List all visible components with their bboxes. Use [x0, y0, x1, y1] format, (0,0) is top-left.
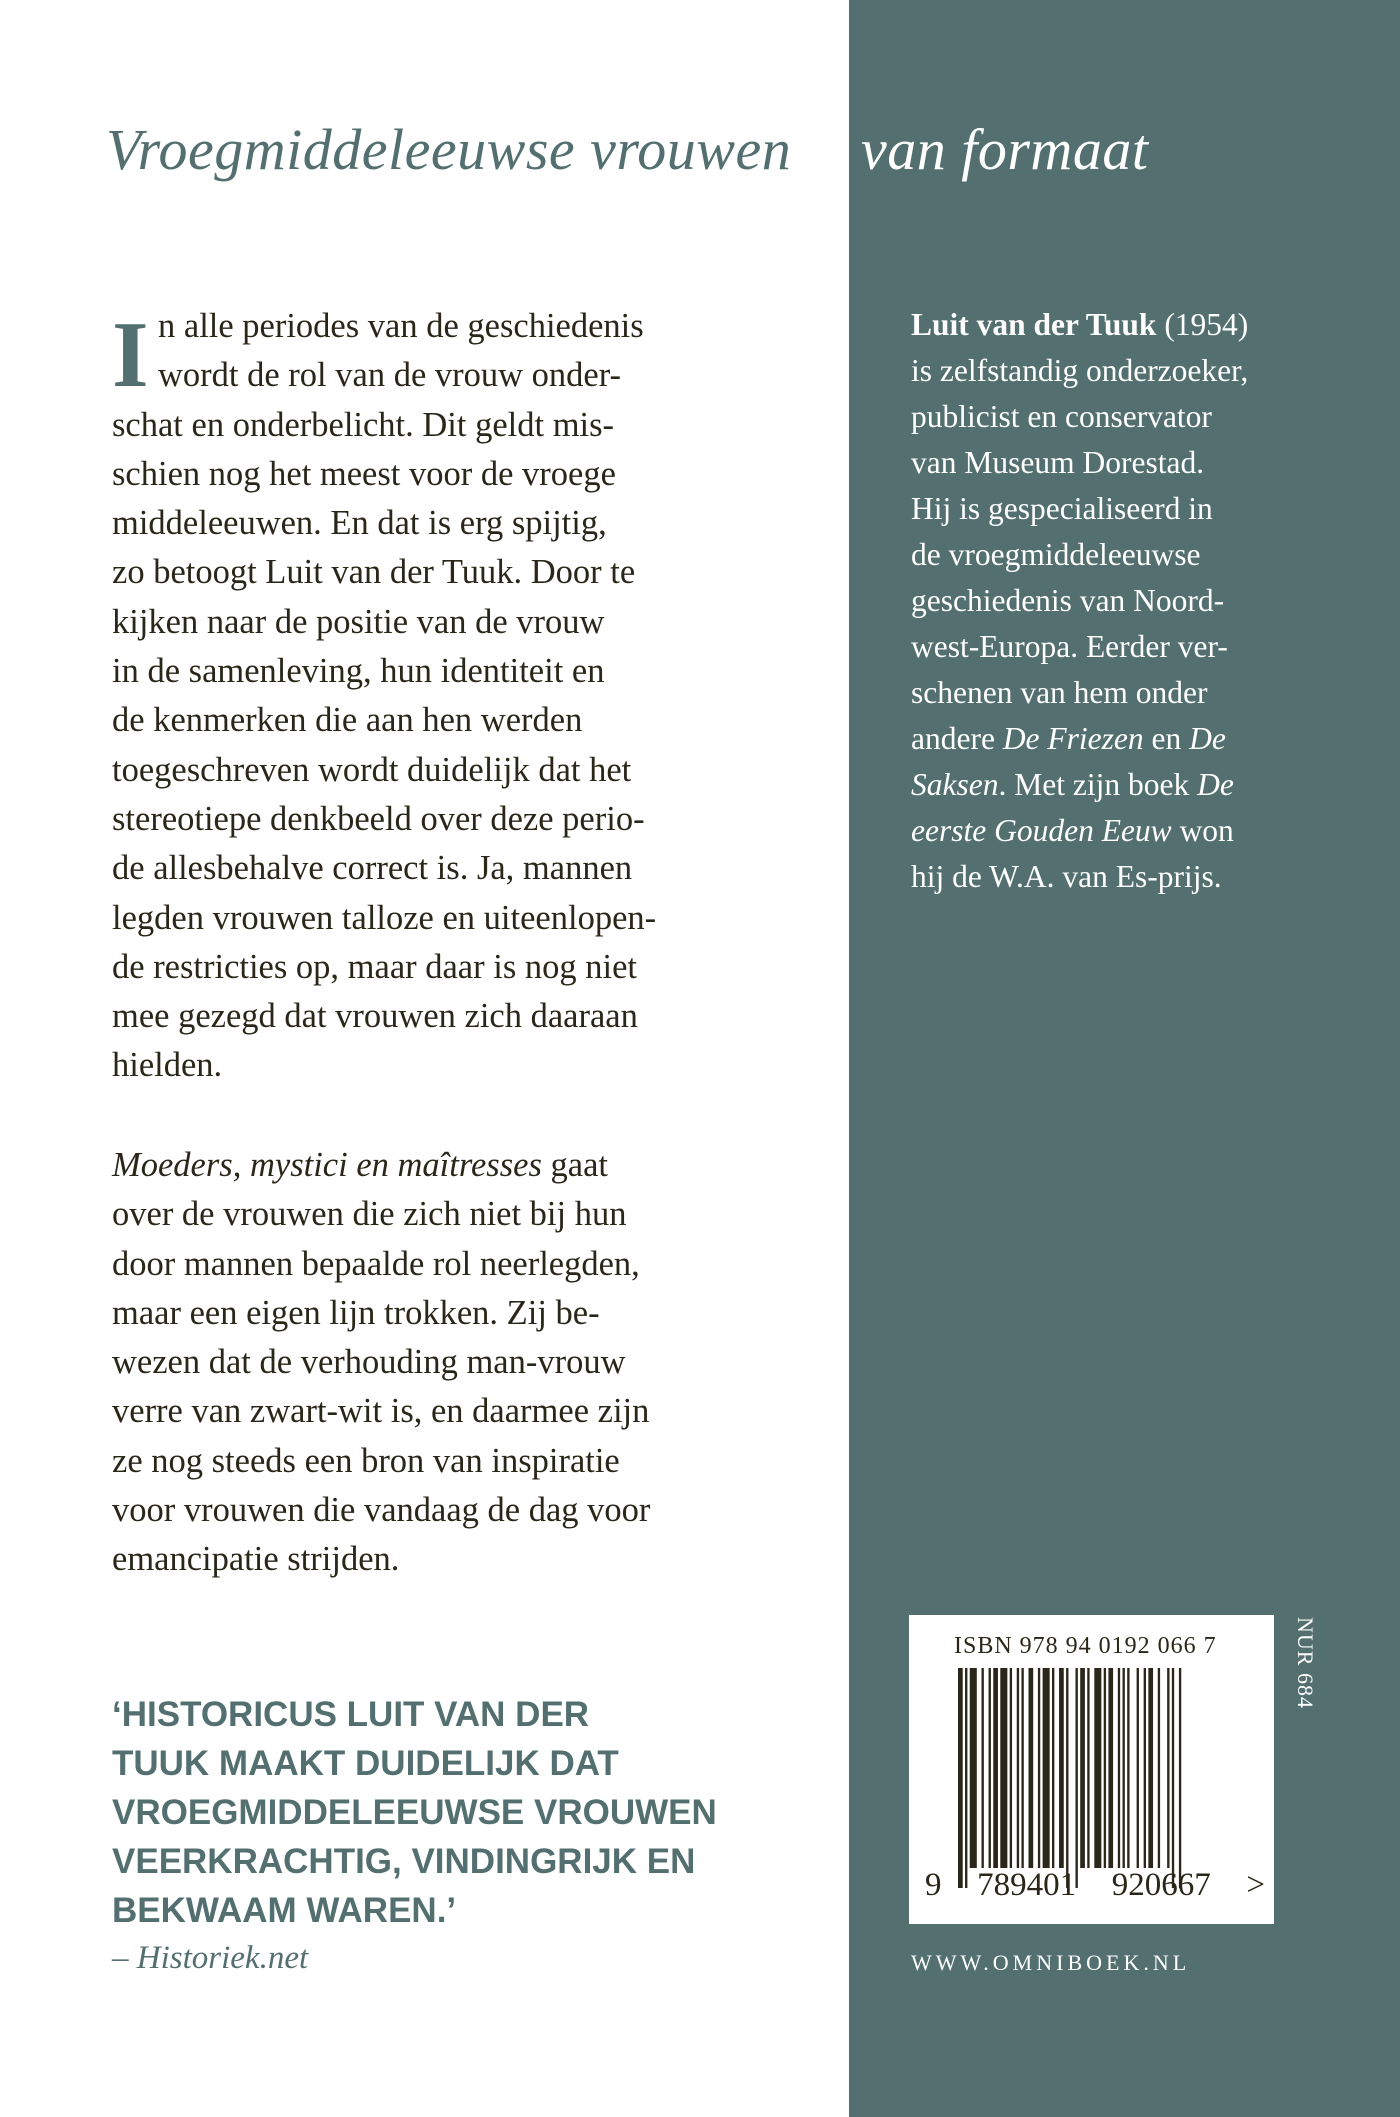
barcode-bar — [1021, 1668, 1023, 1868]
quote-line: BEKWAAM WAREN.’ — [112, 1891, 457, 1930]
blurb-line: de allesbehalve correct is. Ja, mannen — [112, 849, 633, 888]
blurb-line: middeleeuwen. En dat is erg spijtig, — [112, 504, 607, 543]
blurb-paragraph-1 — [112, 302, 656, 1091]
barcode-bar — [1017, 1668, 1019, 1868]
blurb-line: over de vrouwen die zich niet bij hun — [112, 1195, 627, 1234]
blurb-line: in de samenleving, hun identiteit en — [112, 652, 605, 691]
bio-line: hij de W.A. van Es-prijs. — [911, 859, 1222, 894]
blurb-line — [112, 1141, 650, 1190]
bio-line: publicist en conservator — [911, 399, 1212, 434]
barcode-digit: 789401 — [977, 1867, 1077, 1903]
book-title: De — [1197, 767, 1234, 802]
blurb-line: n alle periodes van de geschiedenis — [158, 307, 644, 345]
author-year: (1954) — [1156, 307, 1249, 342]
barcode-digit: > — [1246, 1867, 1265, 1903]
nur-code: NUR 684 — [1293, 1617, 1318, 1709]
barcode-digits — [925, 1867, 1265, 1904]
blurb-line: toegeschreven wordt duidelijk dat het — [112, 750, 632, 789]
bio-text: en — [1143, 721, 1190, 756]
bio-line: geschiedenis van Noord- — [911, 583, 1225, 618]
bio-line: schenen van hem onder — [911, 675, 1208, 710]
blurb-line: de kenmerken die aan hen werden — [112, 701, 583, 740]
bio-line: Hij is gespecialiseerd in — [911, 491, 1213, 526]
barcode-bar — [1137, 1668, 1139, 1868]
bio-line: is zelfstandig onderzoeker, — [911, 353, 1249, 388]
bio-text: . Met zijn boek — [998, 767, 1198, 802]
barcode-bar — [989, 1668, 991, 1868]
barcode-bar — [1066, 1668, 1068, 1888]
barcode-bar — [1123, 1668, 1125, 1868]
author-bio — [911, 302, 1248, 900]
book-title: De — [1189, 721, 1226, 756]
review-quote — [112, 1690, 717, 1935]
barcode-bar — [1076, 1668, 1078, 1888]
barcode-bar — [1029, 1668, 1034, 1868]
barcode-bar — [993, 1668, 998, 1868]
quote-attribution: – Historiek.net — [112, 1940, 309, 1976]
isbn-text: ISBN 978 94 0192 066 7 — [954, 1633, 1217, 1659]
quote-line: ‘HISTORICUS LUIT VAN DER — [112, 1695, 590, 1734]
bio-line: van Museum Dorestad. — [911, 445, 1205, 480]
barcode-bar — [1108, 1668, 1113, 1868]
blurb-line: mee gezegd dat vrouwen zich daaraan — [112, 997, 638, 1036]
blurb-paragraph-2 — [112, 1141, 650, 1585]
drop-cap: I — [112, 303, 149, 407]
bio-line — [911, 808, 1248, 854]
blurb-line: hielden. — [112, 1046, 223, 1085]
cover-title-continued: van formaat — [861, 117, 1149, 182]
book-title: Saksen — [911, 767, 999, 802]
bio-line — [911, 762, 1248, 808]
blurb-line: zo betoogt Luit van der Tuuk. Door te — [112, 553, 636, 592]
blurb-line: emancipatie strijden. — [112, 1540, 400, 1579]
publisher-website[interactable]: WWW.OMNIBOEK.NL — [911, 1950, 1191, 1975]
barcode-bar — [1087, 1668, 1089, 1868]
bio-line: west-Europa. Eerder ver- — [911, 629, 1228, 664]
blurb-line: maar een eigen lijn trokken. Zij be- — [112, 1293, 600, 1332]
barcode-bar — [1094, 1668, 1101, 1868]
book-title: Moeders, mystici en maîtresses — [112, 1146, 542, 1184]
barcode-bar — [1059, 1668, 1064, 1868]
blurb-line: wezen dat de verhouding man-vrouw — [112, 1343, 626, 1382]
barcode-bar — [1172, 1668, 1174, 1888]
quote-line: TUUK MAAKT DUIDELIJK DAT — [112, 1744, 619, 1783]
barcode-bar — [958, 1668, 963, 1888]
blurb-line: schat en onderbelicht. Dit geldt mis- — [112, 405, 615, 444]
barcode-bar — [1148, 1668, 1153, 1868]
quote-line: VROEGMIDDELEEUWSE VROUWEN — [112, 1793, 717, 1832]
barcode-bar — [965, 1668, 967, 1888]
blurb-line: wordt de rol van de vrouw onder- — [158, 356, 622, 395]
barcode-bar — [1052, 1668, 1054, 1868]
isbn-barcode — [909, 1615, 1274, 1924]
book-title: eerste Gouden Eeuw — [911, 813, 1172, 848]
blurb-line: voor vrouwen die vandaag de dag voor — [112, 1491, 651, 1530]
barcode-bar — [970, 1668, 977, 1868]
quote-line: VEERKRACHTIG, VINDINGRIJK EN — [112, 1842, 696, 1881]
blurb-line: legden vrouwen talloze en uiteenlopen- — [112, 898, 657, 937]
barcode-bar — [1167, 1668, 1169, 1868]
blurb-line: stereotiepe denkbeeld over deze perio- — [112, 799, 645, 838]
blurb-text: gaat — [541, 1146, 608, 1184]
barcode-bars — [958, 1668, 1248, 1888]
barcode-bar — [1104, 1668, 1106, 1868]
barcode-bar — [1038, 1668, 1040, 1868]
blurb-line: kijken naar de positie van de vrouw — [112, 602, 605, 641]
bio-line — [911, 716, 1248, 762]
barcode-bar — [1118, 1668, 1120, 1868]
barcode-bar — [1158, 1668, 1160, 1868]
blurb-line: de restricties op, maar daar is nog niet — [112, 947, 637, 986]
barcode-digit: 9 — [925, 1867, 942, 1903]
barcode-bar — [1144, 1668, 1146, 1868]
blurb-line: ze nog steeds een bron van inspiratie — [112, 1441, 620, 1480]
barcode-bar — [1000, 1668, 1007, 1868]
bio-line: de vroegmiddeleeuwse — [911, 537, 1201, 572]
author-name: Luit van der Tuuk — [911, 307, 1157, 342]
bio-text: won — [1171, 813, 1234, 848]
barcode-bar — [1043, 1668, 1050, 1868]
barcode-bar — [1127, 1668, 1129, 1868]
cover-title: Vroegmiddeleeuwse vrouwen — [106, 117, 792, 182]
barcode-bar — [982, 1668, 984, 1868]
barcode-bar — [1080, 1668, 1085, 1868]
barcode-bar — [1010, 1668, 1012, 1868]
barcode-bar — [1179, 1668, 1181, 1888]
book-title: De Friezen — [1002, 721, 1144, 756]
blurb-line: verre van zwart-wit is, en daarmee zijn — [112, 1392, 650, 1431]
bio-text: andere — [911, 721, 1003, 756]
blurb-line: door mannen bepaalde rol neerlegden, — [112, 1244, 640, 1283]
barcode-digit: 920667 — [1111, 1867, 1211, 1903]
blurb-line: schien nog het meest voor de vroege — [112, 454, 616, 493]
